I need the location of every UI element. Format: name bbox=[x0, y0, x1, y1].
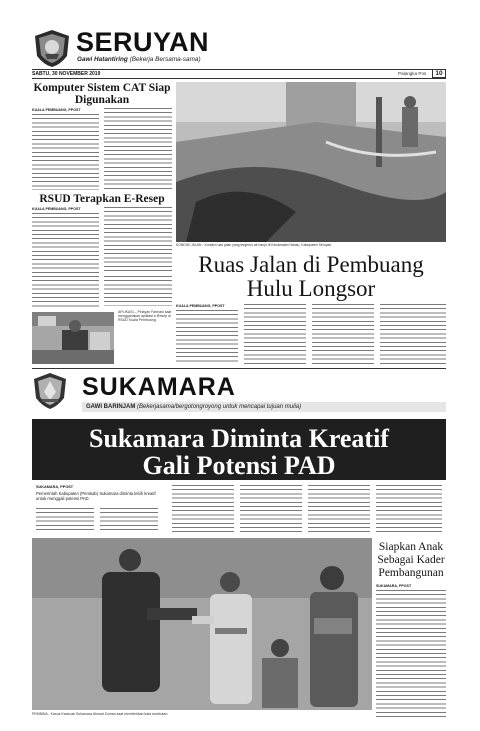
rsud-photo-caption: APLIKASI – Pelayan Farmasi saat menggunakan aplikasi e-Resep di RSUD Kuala Pembuang. bbox=[118, 310, 172, 323]
article-road-headline-line2: Hulu Longsor bbox=[246, 276, 376, 301]
sukamara-motto-sub: (Bekerjasama/bergotongroyong untuk mencapai tujuan mulia) bbox=[137, 404, 302, 410]
masthead-motto-main: Gawi Hatantiring bbox=[77, 56, 128, 63]
ceremony-photo bbox=[32, 538, 372, 710]
article-road-headline-line1: Ruas Jalan di Pembuang bbox=[198, 252, 424, 277]
article-road-dateline: KUALA PEMBUANG, PPOST bbox=[176, 304, 225, 308]
seruyan-logo-icon bbox=[32, 28, 72, 68]
masthead-title: SERUYAN bbox=[76, 27, 210, 57]
sukamara-logo-icon bbox=[32, 372, 68, 410]
feature-headline-line2: Gali Potensi PAD bbox=[142, 451, 336, 480]
article-cat-body-left bbox=[32, 114, 99, 190]
article-road-body-col1 bbox=[176, 310, 238, 364]
masthead-rule-top bbox=[32, 69, 446, 70]
feature-body-col6 bbox=[376, 485, 442, 532]
feature-body-col5 bbox=[308, 485, 370, 532]
sukamara-motto-main: GAWI BARINJAM bbox=[86, 404, 136, 410]
feature-body-col4 bbox=[240, 485, 302, 532]
feature-headline-line1: Sukamara Diminta Kreatif bbox=[89, 424, 389, 453]
feature-body-col3 bbox=[172, 485, 234, 532]
issue-date: SABTU, 30 NOVEMBER 2019 bbox=[32, 71, 101, 77]
feature-body-col2 bbox=[100, 508, 158, 532]
masthead-rule-bottom bbox=[32, 78, 446, 79]
sukamara-motto bbox=[86, 403, 301, 411]
ceremony-photo-caption: PEMBINA - Kasus Kwarcab Sukamara Ahmad Zuman saat memberikan kata sambutan. bbox=[32, 712, 169, 716]
article-cat-body-right bbox=[104, 108, 172, 190]
page-number: 10 bbox=[435, 70, 443, 77]
masthead-motto-sub: (Bekerja Bersama-sama) bbox=[129, 56, 201, 63]
side-article-headline-line1: Siapkan Anak bbox=[378, 541, 444, 553]
side-article-dateline: SUKAMARA, PPOST bbox=[376, 584, 412, 588]
edition-name: Palangka Pos bbox=[398, 71, 427, 76]
article-road-headline bbox=[176, 253, 446, 301]
feature-headline bbox=[32, 425, 446, 479]
article-rsud-headline: RSUD Terapkan E-Resep bbox=[39, 193, 165, 205]
article-rsud-dateline: KUALA PEMBUANG, PPOST bbox=[32, 207, 81, 211]
article-road-body-col4 bbox=[380, 304, 446, 364]
article-cat-body-col3 bbox=[104, 276, 172, 306]
article-cat-headline: Komputer Sistem CAT Siap Digunakan bbox=[33, 82, 171, 106]
page-number-box bbox=[432, 69, 446, 78]
article-road-body-col3 bbox=[312, 304, 374, 364]
side-article-headline bbox=[376, 541, 446, 580]
article-cat-dateline: KUALA PEMBUANG, PPOST bbox=[32, 108, 81, 112]
masthead-motto bbox=[77, 56, 201, 63]
section-rule bbox=[32, 368, 446, 369]
article-rsud-body-right bbox=[104, 207, 172, 273]
feature-lead: Pemerintah Kabupaten (Pemkab) Sukamara diminta lebih kreatif untuk menggali potensi PAD. bbox=[36, 491, 156, 501]
feature-body-col1 bbox=[36, 508, 94, 532]
landslide-road-photo bbox=[176, 82, 446, 242]
side-article-headline-line3: Pembangunan bbox=[378, 567, 444, 579]
road-photo-caption: KONDISI JALAN - Kondisi ruas jalan yang tergerus air banjir di Kecamatan Hanau, Kabupaten Seruyan. bbox=[176, 243, 333, 247]
side-article-body bbox=[376, 590, 446, 718]
article-road-body-col2 bbox=[244, 304, 306, 364]
sukamara-title: SUKAMARA bbox=[82, 373, 236, 401]
side-article-headline-line2: Sebagai Kader bbox=[377, 554, 445, 566]
feature-dateline: SUKAMARA, PPOST bbox=[36, 485, 74, 489]
rsud-pharmacy-photo bbox=[32, 312, 114, 364]
article-rsud-body-left bbox=[32, 213, 99, 309]
